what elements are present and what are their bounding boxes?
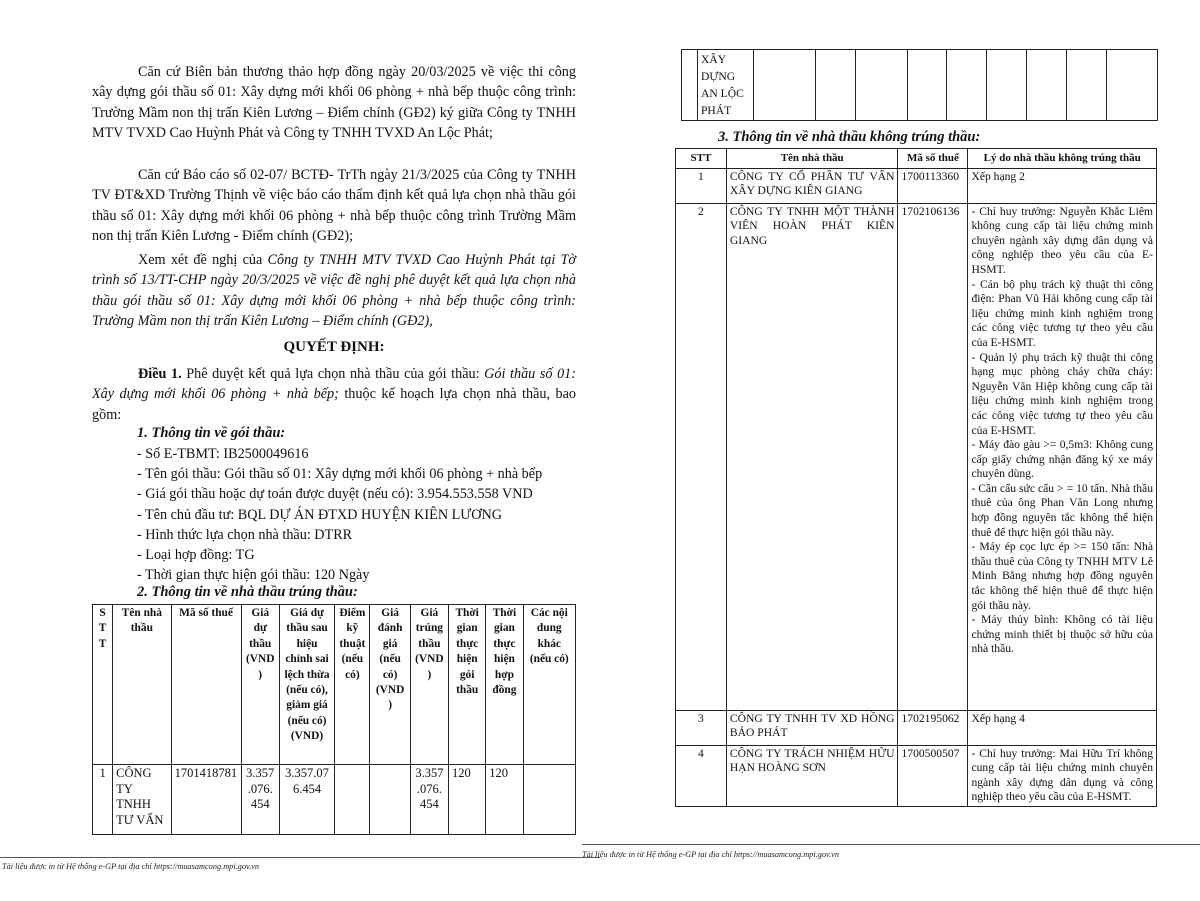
table-cell: CÔNG TY TNHH TƯ VẤN: [113, 765, 171, 835]
column-header: Thời gian thực hiện gói thầu: [449, 605, 486, 765]
paragraph-proposal: [92, 250, 576, 331]
table-cell: CÔNG TY TNHH MỘT THÀNH VIÊN HOÀN PHÁT KIÊN GIANG: [726, 203, 898, 710]
paragraph-appraisal-report: Căn cứ Báo cáo số 02-07/ BCTĐ- TrTh ngày 21/3/2025 của Công ty TNHH TV ĐT&XD Trường Thịnh về việc báo cáo thẩm định kết quả lựa chọn nhà thầu gói thầu số 01: Xây dựng mới khối 06 phòng + nhà bếp thuộc công trình Trường Mầm non thị trấn Kiên Lương - Điểm chính (GĐ2);: [92, 167, 576, 244]
column-header: Tên nhà thầu: [726, 149, 898, 169]
footer-note: Tài liệu được in từ Hệ thống e-GP tại địa chỉ https://muasamcong.mpi.gov.vn: [582, 850, 839, 859]
column-header: Tên nhà thầu: [113, 605, 171, 765]
column-header: Các nội dung khác (nếu có): [523, 605, 575, 765]
package-info-list: [137, 444, 542, 585]
table-cell: [1107, 50, 1158, 121]
table-cell: [370, 765, 410, 835]
column-header: Mã số thuế: [898, 149, 968, 169]
table-cell: 1702195062: [898, 710, 968, 745]
table-row: [676, 168, 1157, 203]
footer-note: Tài liệu được in từ Hệ thống e-GP tại địa chỉ https://muasamcong.mpi.gov.vn: [2, 862, 259, 871]
table-cell: 3.357 .076. 454: [241, 765, 279, 835]
list-item: - Hình thức lựa chọn nhà thầu: DTRR: [137, 526, 353, 543]
winners-table: [92, 604, 576, 835]
table-cell: Xếp hạng 4: [968, 710, 1157, 745]
table-header-row: [93, 605, 576, 765]
table-cell: [968, 203, 1157, 710]
table-cell: 4: [676, 745, 727, 806]
column-header: Lý do nhà thầu không trúng thầu: [968, 149, 1157, 169]
table-row: [676, 745, 1157, 806]
reason-line: - Máy thủy bình: Không có tài liệu chứng minh thiết bị thuộc sở hữu của nhà thầu.: [971, 613, 1153, 656]
table-cell: Xếp hạng 2: [968, 168, 1157, 203]
column-header: Điểm kỹ thuật (nếu có): [335, 605, 370, 765]
reason-line: - Cán bộ phụ trách kỹ thuật thi công điện: Phan Vũ Hải không cung cấp tài liệu chứng minh kinh nghiệm trong các công việc tương tự theo yêu cầu của E-HSMT.: [971, 277, 1153, 349]
footer-divider: [582, 844, 1200, 845]
reason-line: - Chỉ huy trưởng: Nguyễn Khắc Liêm không cung cấp tài liệu chứng minh chuyên ngành xây dựng dân dụng và công nghiệp theo yêu cầu của E-HSMT.: [971, 204, 1153, 276]
table-cell: CÔNG TY TNHH TV XD HỒNG BẢO PHÁT: [726, 710, 898, 745]
winners-table-continued: [681, 49, 1158, 121]
column-header: Giá đánh giá (nếu có) (VND ): [370, 605, 410, 765]
right-page: [582, 0, 1200, 901]
reason-line: - Máy ép cọc lực ép >= 150 tấn: Nhà thầu thuê của Công ty TNHH MTV Lê Minh Bằng nhưng hợp đồng nguyên tắc không thể hiện thuê để thực hiện gói thầu này.: [971, 540, 1153, 612]
table-cell: 120: [449, 765, 486, 835]
table-row: [93, 765, 576, 835]
table-cell: [855, 50, 907, 121]
column-header: STT: [676, 149, 727, 169]
table-cell: [335, 765, 370, 835]
section-2-heading: 2. Thông tin về nhà thầu trúng thầu:: [137, 584, 358, 600]
reason-line: - Cần cẩu sức cẩu > = 10 tấn. Nhà thầu thuê của ông Phan Văn Long nhưng hợp đồng nguyên tắc không thể hiện thuê để thực hiện gói thầu này.: [971, 481, 1153, 539]
table-cell: CÔNG TY TRÁCH NHIỆM HỮU HẠN HOÀNG SƠN: [726, 745, 898, 806]
table-cell: [907, 50, 947, 121]
table-cell: 3.357.07 6.454: [279, 765, 334, 835]
section-3-heading: 3. Thông tin về nhà thầu không trúng thầu:: [718, 129, 981, 145]
list-item: - Tên chủ đầu tư: BQL DỰ ÁN ĐTXD HUYỆN KIÊN LƯƠNG: [137, 506, 503, 523]
list-item: - Tên gói thầu: Gói thầu số 01: Xây dựng mới khối 06 phòng + nhà bếp: [137, 466, 543, 483]
column-header: Thời gian thực hiện hợp đồng: [486, 605, 523, 765]
list-item: - Loại hợp đồng: TG: [137, 547, 255, 564]
article-1-text-a: Phê duyệt kết quả lựa chọn nhà thầu của gói thầu:: [181, 366, 485, 382]
table-cell: 1702106136: [898, 203, 968, 710]
table-cell: [1027, 50, 1067, 121]
article-1-label: Điều 1.: [138, 366, 182, 382]
column-header: Mã số thuế: [171, 605, 241, 765]
column-header: Giá dự thầu (VND ): [241, 605, 279, 765]
reason-line: - Máy đào gàu >= 0,5m3: Không cung cấp giấy chứng nhận đăng ký xe máy chuyên dùng.: [971, 438, 1153, 481]
table-cell: 1700113360: [898, 168, 968, 203]
article-1: [92, 364, 576, 425]
reason-line: - Quản lý phụ trách kỹ thuật thi công hạng mục phòng cháy chữa cháy: Nguyễn Văn Hiệp không cung cấp tài liệu chứng minh kinh nghiệm trong các công việc tương tự theo yêu cầu của E-HSMT.: [971, 350, 1153, 437]
table-cell: [523, 765, 575, 835]
list-item: - Số E-TBMT: IB2500049616: [137, 446, 309, 462]
table-cell: [753, 50, 815, 121]
column-header: Giá dự thầu sau hiệu chỉnh sai lệch thừa (nếu có), giảm giá (nếu có) (VND): [279, 605, 334, 765]
losers-table: [675, 148, 1157, 807]
table-cell: 2: [676, 203, 727, 710]
list-item: - Giá gói thầu hoặc dự toán được duyệt (nếu có): 3.954.553.558 VND: [137, 486, 533, 503]
list-item: - Thời gian thực hiện gói thầu: 120 Ngày: [137, 567, 370, 584]
table-header-row: [676, 149, 1157, 169]
table-row: [676, 203, 1157, 710]
table-cell: 1: [676, 168, 727, 203]
table-cell: 1: [93, 765, 113, 835]
decision-title: QUYẾT ĐỊNH:: [283, 339, 385, 355]
table-cell: [947, 50, 987, 121]
table-cell: [1067, 50, 1107, 121]
table-cell: 3.357 .076. 454: [410, 765, 448, 835]
paragraph-minutes: Căn cứ Biên bản thương thảo hợp đồng ngày 20/03/2025 về việc thi công xây dựng gói thầu số 01: Xây dựng mới khối 06 phòng + nhà bếp thuộc công trình: Trường Mầm non thị trấn Kiên Lương – Điểm chính (GĐ2) ký giữa Công ty TNHH MTV TVXD Cao Huỳnh Phát và Công ty TNHH TVXD An Lộc Phát;: [92, 64, 576, 141]
column-header: Giá trúng thầu (VND ): [410, 605, 448, 765]
proposal-lead: Xem xét đề nghị của: [138, 252, 268, 268]
table-cell: 1700500507: [898, 745, 968, 806]
article-1-package: Gói thầu số 01: Xây dựng mới khối 06 phòng + nhà bếp;: [92, 366, 576, 403]
column-header: S T T: [93, 605, 113, 765]
proposal-detail: Công ty TNHH MTV TVXD Cao Huỳnh Phát tại Tờ trình số 13/TT-CHP ngày 20/3/2025 về việc đề nghị phê duyệt kết quả lựa chọn nhà thầu gói thầu số 01: Xây dựng mới khối 06 phòng + nhà bếp thuộc công trình: Trường Mầm non thị trấn Kiên Lương – Điểm chính (GĐ2),: [92, 252, 577, 329]
table-cell: [682, 50, 698, 121]
table-cell: [987, 50, 1027, 121]
table-cell: 1701418781: [171, 765, 241, 835]
table-row: [676, 710, 1157, 745]
table-row: [682, 50, 1158, 121]
table-cell: 3: [676, 710, 727, 745]
section-1-heading: 1. Thông tin về gói thầu:: [137, 425, 286, 441]
article-1-text-c: thuộc kế hoạch lựa chọn nhà thầu, bao gồm:: [92, 386, 576, 423]
table-cell: 120: [486, 765, 523, 835]
footer-divider: [0, 857, 600, 858]
table-cell: CÔNG TY CỔ PHẦN TƯ VẤN XÂY DỰNG KIÊN GIANG: [726, 168, 898, 203]
table-cell: XÂY DỰNG AN LỘC PHÁT: [697, 50, 753, 121]
table-cell: - Chỉ huy trưởng: Mai Hữu Trí không cung cấp tài liệu chứng minh chuyên ngành xây dựng dân dụng và công nghiệp theo yêu cầu của E-HSMT.: [968, 745, 1157, 806]
table-cell: [815, 50, 855, 121]
